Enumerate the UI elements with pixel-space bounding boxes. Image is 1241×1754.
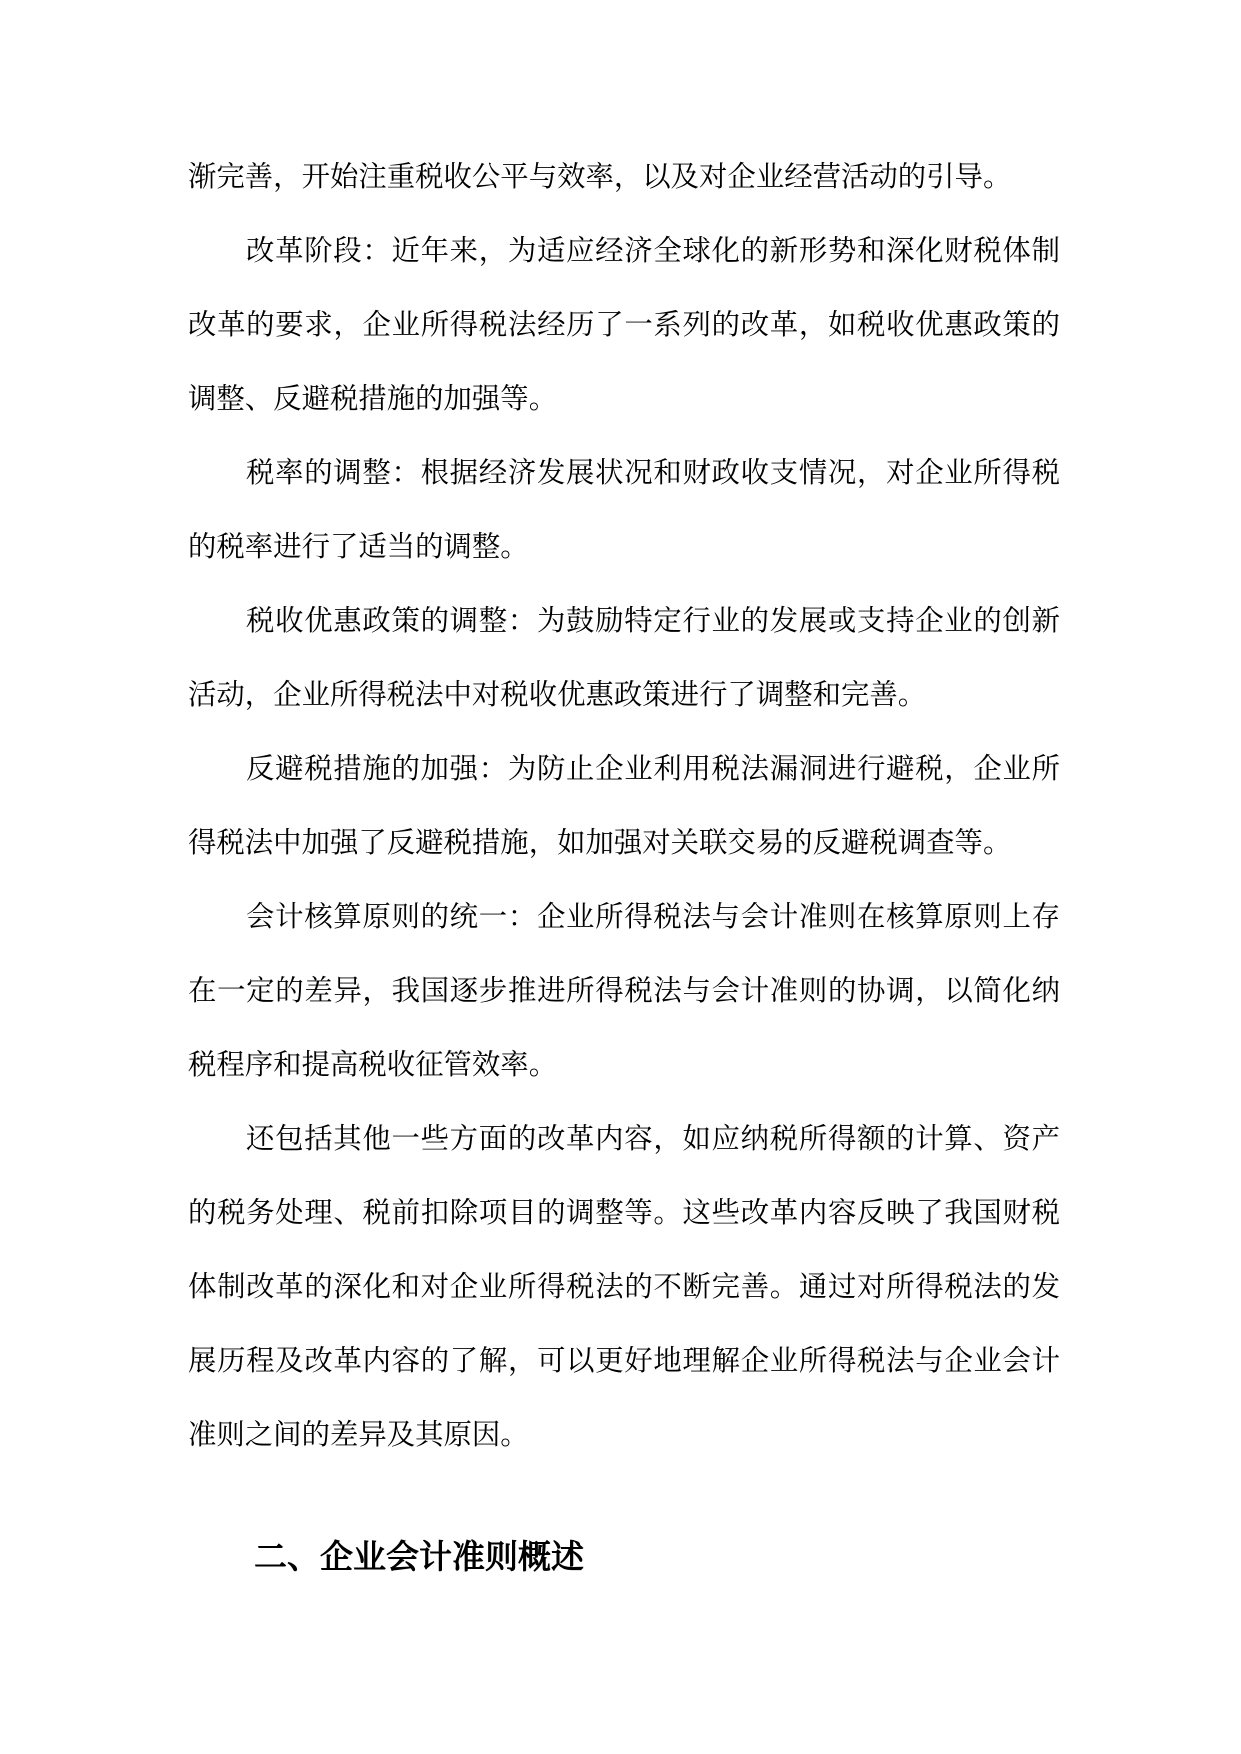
section-heading: 二、企业会计准则概述 xyxy=(254,1537,584,1576)
paragraph-reform-stage: 改革阶段：近年来，为适应经济全球化的新形势和深化财税体制改革的要求，企业所得税法经历了一系列的改革，如税收优惠政策的调整、反避税措施的加强等。 xyxy=(188,234,1060,415)
paragraph-preferential-policy-adjustment: 税收优惠政策的调整：为鼓励特定行业的发展或支持企业的创新活动，企业所得税法中对税收优惠政策进行了调整和完善。 xyxy=(188,604,1060,711)
paragraph-accounting-principles-unification: 会计核算原则的统一：企业所得税法与会计准则在核算原则上存在一定的差异，我国逐步推进所得税法与会计准则的协调，以简化纳税程序和提高税收征管效率。 xyxy=(188,900,1060,1081)
paragraph-anti-avoidance-measures: 反避税措施的加强：为防止企业利用税法漏洞进行避税，企业所得税法中加强了反避税措施，如加强对关联交易的反避税调查等。 xyxy=(188,752,1060,859)
document-body xyxy=(188,140,1060,1472)
paragraph-continuation: 渐完善，开始注重税收公平与效率，以及对企业经营活动的引导。 xyxy=(188,160,1012,193)
paragraph-other-reforms: 还包括其他一些方面的改革内容，如应纳税所得额的计算、资产的税务处理、税前扣除项目的调整等。这些改革内容反映了我国财税体制改革的深化和对企业所得税法的不断完善。通过对所得税法的发展历程及改革内容的了解，可以更好地理解企业所得税法与企业会计准则之间的差异及其原因。 xyxy=(188,1122,1060,1451)
paragraph-tax-rate-adjustment: 税率的调整：根据经济发展状况和财政收支情况，对企业所得税的税率进行了适当的调整。 xyxy=(188,456,1060,563)
